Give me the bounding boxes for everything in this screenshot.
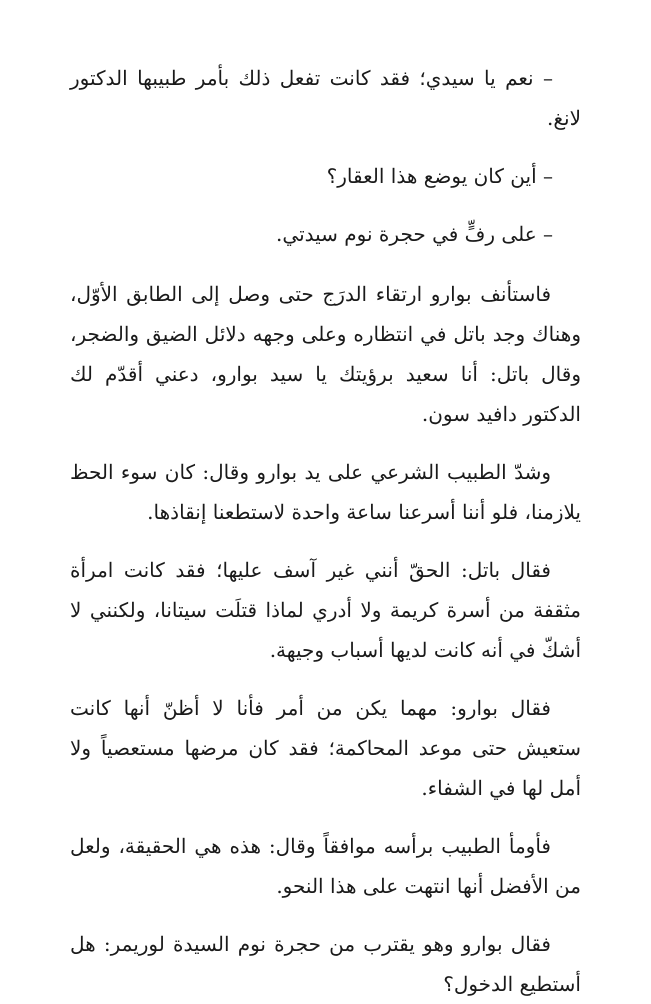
paragraph-dialog-2: – أين كان يوضع هذا العقار؟ [326, 164, 553, 188]
paragraph-dialog-1: – نعم يا سيدي؛ فقد كانت تفعل ذلك بأمر طبيبها الدكتور لانغ. [70, 66, 581, 130]
paragraph-7: فقال بوارو: مهما يكن من أمر فأنا لا أظنّ أنها كانت ستعيش حتى موعد المحاكمة؛ فقد كان مرضها مستعصياً ولا أمل لها في الشفاء. [70, 696, 581, 800]
paragraph-4: فاستأنف بوارو ارتقاء الدرَج حتى وصل إلى الطابق الأوّل، وهناك وجد باتل في انتظاره وعلى وجهه دلائل الضيق والضجر، وقال باتل: أنا سعيد برؤيتك يا سيد بوارو، دعني أقدّم لك الدكتور دافيد سون. [70, 282, 581, 426]
paragraph-5: وشدّ الطبيب الشرعي على يد بوارو وقال: كان سوء الحظ يلازمنا، فلو أننا أسرعنا ساعة واحدة لاستطعنا إنقاذها. [70, 460, 581, 524]
paragraph-6: فقال باتل: الحقّ أنني غير آسف عليها؛ فقد كانت امرأة مثقفة من أسرة كريمة ولا أدري لماذا قتلَت سيتانا، ولكنني لا أشكّ في أنه كانت لديها أسباب وجيهة. [70, 558, 581, 662]
paragraph-9: فقال بوارو وهو يقترب من حجرة نوم السيدة لوريمر: هل أستطيع الدخول؟ [70, 932, 581, 996]
paragraph-8: فأومأ الطبيب برأسه موافقاً وقال: هذه هي الحقيقة، ولعل من الأفضل أنها انتهت على هذا النحو. [70, 834, 581, 898]
paragraph-dialog-3: – على رفٍّ في حجرة نوم سيدتي. [276, 222, 553, 246]
